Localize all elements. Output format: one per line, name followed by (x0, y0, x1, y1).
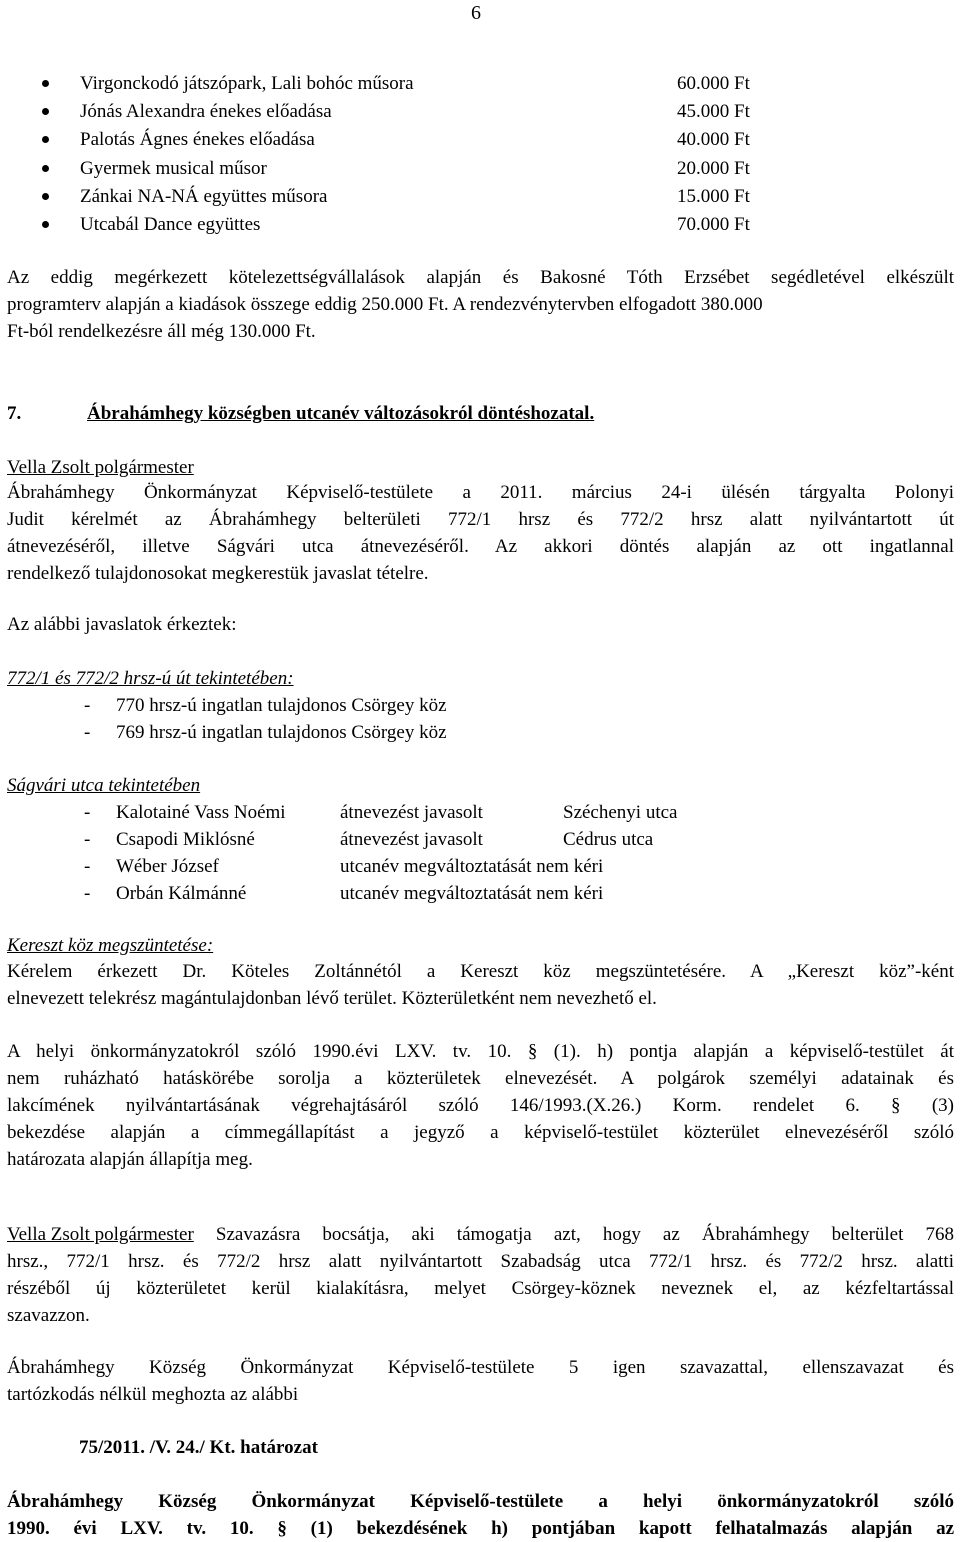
text-line: Ábrahámhegy Önkormányzat Képviselő-testülete a 2011. március 24-i ülésén tárgyalta Polonyi (7, 482, 954, 503)
text-line: Kérelem érkezett Dr. Köteles Zoltánnétól a Kereszt köz megszüntetésére. A „Kereszt köz”-ként (7, 961, 954, 982)
page-number: 6 (471, 2, 481, 24)
text-line: nem ruházható hatáskörébe sorolja a közterületek elnevezését. A polgárok személyi adatainak és (7, 1068, 954, 1089)
bullet-icon (42, 108, 49, 115)
program-name: Jónás Alexandra énekes előadása (80, 101, 332, 122)
program-amount: 60.000 Ft (677, 73, 750, 94)
table-row (0, 853, 960, 880)
owner-name: Wéber József (116, 856, 219, 877)
list-item (0, 126, 960, 154)
list-item (0, 211, 960, 239)
program-amount: 40.000 Ft (677, 129, 750, 150)
program-amount: 45.000 Ft (677, 101, 750, 122)
text-line: 1990. évi LXV. tv. 10. § (1) bekezdésének h) pontjában kapott felhatalmazás alapján az (7, 1518, 954, 1539)
kereszt-paragraph (7, 958, 954, 1012)
text-line: tartózkodás nélkül meghozta az alábbi (7, 1384, 299, 1405)
text-line: hrsz., 772/1 hrsz. és 772/2 hrsz alatt nyilvántartott Szabadság utca 772/1 hrsz. és 772/2 hrsz. alatti (7, 1251, 954, 1272)
dash-marker: - (84, 829, 91, 850)
section-title: Ábrahámhegy községben utcanév változásokról döntéshozatal. (87, 403, 595, 424)
table-row (0, 826, 960, 853)
bullet-icon (42, 165, 49, 172)
owner-name: Orbán Kálmánné (116, 883, 247, 904)
list-item (0, 155, 960, 183)
resolution-title: 75/2011. /V. 24./ Kt. határozat (79, 1437, 318, 1458)
program-name: Virgonckodó játszópark, Lali bohóc műsora (80, 73, 414, 94)
text-line: Ábrahámhegy Község Önkormányzat Képviselő-testülete 5 igen szavazattal, ellenszavazat és (7, 1357, 954, 1378)
road-item: 769 hrsz-ú ingatlan tulajdonos Csörgey köz (116, 722, 447, 743)
dash-marker: - (84, 722, 91, 743)
kereszt-heading: Kereszt köz megszüntetése: (7, 935, 214, 956)
text-line: Judit kérelmét az Ábrahámhegy belterületi 772/1 hrsz és 772/2 hrsz alatt nyilvántartott út (7, 509, 954, 530)
program-name: Utcabál Dance együttes (80, 214, 261, 235)
intro-paragraph (7, 479, 954, 587)
bullet-icon (42, 193, 49, 200)
proposed-street: Cédrus utca (563, 829, 654, 850)
dash-marker: - (84, 856, 91, 877)
text-line: programterv alapján a kiadások összege eddig 250.000 Ft. A rendezvénytervben elfogadott 380.000 (7, 294, 763, 315)
section-number: 7. (7, 403, 22, 424)
bullet-icon (42, 136, 49, 143)
owner-action: utcanév megváltoztatását nem kéri (340, 883, 604, 904)
list-item (0, 692, 960, 719)
dash-marker: - (84, 695, 91, 716)
dash-marker: - (84, 883, 91, 904)
table-row (0, 880, 960, 907)
owner-name: Csapodi Miklósné (116, 829, 255, 850)
text-line: Ábrahámhegy Község Önkormányzat Képviselő-testülete a helyi önkormányzatokról szóló (7, 1491, 954, 1512)
proposals-heading: Az alábbi javaslatok érkeztek: (7, 614, 237, 635)
text-line: szavazzon. (7, 1305, 90, 1326)
bullet-icon (42, 80, 49, 87)
program-name: Palotás Ágnes énekes előadása (80, 129, 315, 150)
list-item (0, 183, 960, 211)
text-line: elnevezett telekrész magántulajdonban lévő terület. Közterületként nem nevezhető el. (7, 988, 657, 1009)
list-item (0, 98, 960, 126)
table-row (0, 799, 960, 826)
dash-marker: - (84, 802, 91, 823)
program-name: Gyermek musical műsor (80, 158, 267, 179)
speaker-name: Vella Zsolt polgármester (7, 457, 194, 478)
text-line: Ft-ból rendelkezésre áll még 130.000 Ft. (7, 321, 316, 342)
budget-paragraph (7, 264, 954, 345)
result-paragraph (7, 1354, 954, 1408)
text-line: részéből új közterületet kerül kialakításra, melyet Csörgey-köznek neveznek el, az kézfeltartással (7, 1278, 954, 1299)
text-line: lakcímének nyilvántartásának végrehajtásáról szóló 146/1993.(X.26.) Korm. rendelet 6. § (3) (7, 1095, 954, 1116)
program-name: Zánkai NA-NÁ együttes műsora (80, 186, 328, 207)
program-amount: 20.000 Ft (677, 158, 750, 179)
owner-action: átnevezést javasolt (340, 802, 483, 823)
proposed-street: Széchenyi utca (563, 802, 678, 823)
road-heading: 772/1 és 772/2 hrsz-ú út tekintetében: (7, 668, 294, 689)
vote-text-first: Szavazásra bocsátja, aki támogatja azt, hogy az Ábrahámhegy belterület 768 (193, 1224, 954, 1245)
text-line (7, 1221, 954, 1248)
list-item (0, 70, 960, 98)
owner-action: átnevezést javasolt (340, 829, 483, 850)
resolution-paragraph (7, 1488, 954, 1542)
text-line: határozata alapján állapítja meg. (7, 1149, 253, 1170)
program-amount: 70.000 Ft (677, 214, 750, 235)
owner-name: Kalotainé Vass Noémi (116, 802, 286, 823)
text-line: átnevezéséről, illetve Ságvári utca átnevezéséről. Az akkori döntés alapján az ott ingatlannal (7, 536, 954, 557)
owner-action: utcanév megváltoztatását nem kéri (340, 856, 604, 877)
program-amount: 15.000 Ft (677, 186, 750, 207)
bullet-icon (42, 221, 49, 228)
text-line: Az eddig megérkezett kötelezettségvállalások alapján és Bakosné Tóth Erzsébet segédletével elkészült (7, 267, 954, 288)
list-item (0, 719, 960, 746)
text-line: bekezdése alapján a címmegállapítást a jegyző a képviselő-testület közterület elnevezéséről szóló (7, 1122, 954, 1143)
vote-paragraph (7, 1221, 954, 1329)
road-item: 770 hrsz-ú ingatlan tulajdonos Csörgey köz (116, 695, 447, 716)
text-line: A helyi önkormányzatokról szóló 1990.évi LXV. tv. 10. § (1). h) pontja alapján a képviselő-testület át (7, 1041, 954, 1062)
sagvari-heading: Ságvári utca tekintetében (7, 775, 201, 796)
vote-speaker: Vella Zsolt polgármester (7, 1224, 194, 1245)
law-paragraph (7, 1038, 954, 1173)
text-line: rendelkező tulajdonosokat megkerestük javaslat tételre. (7, 563, 429, 584)
